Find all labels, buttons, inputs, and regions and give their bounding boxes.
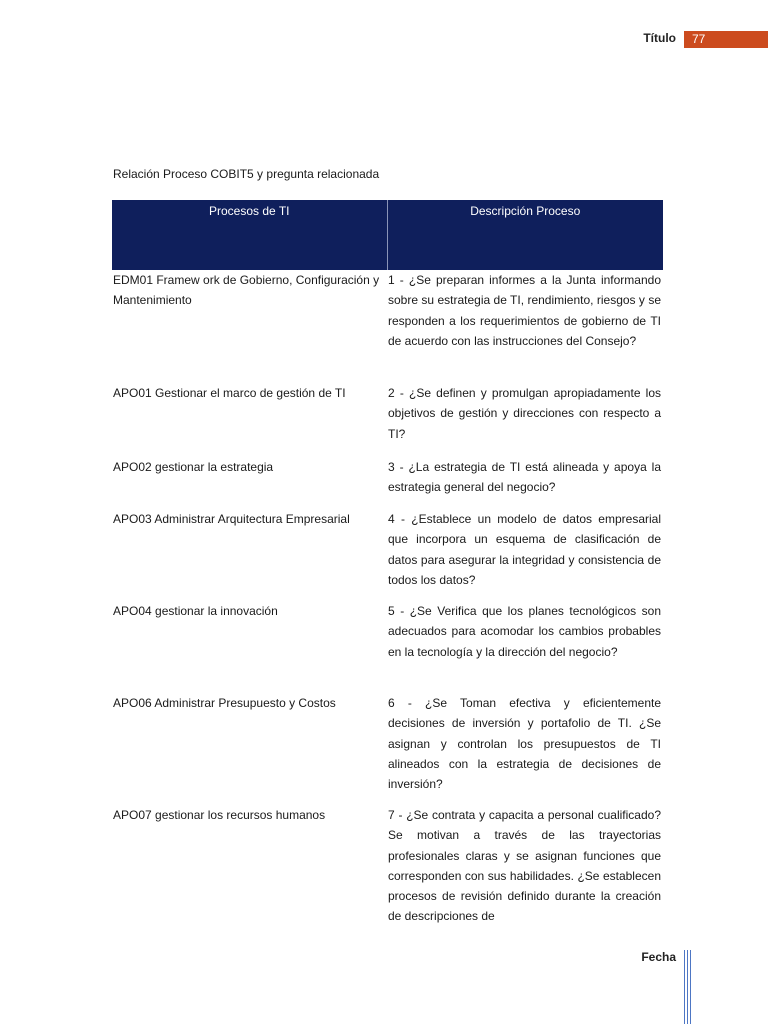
description-cell: 6 - ¿Se Toman efectiva y eficientemente decisiones de inversión y portafolio de TI. ¿Se asignan y controlan los presupuestos de TI alineados con la estrategia de decisiones de inversión? [388,696,661,792]
table-row [112,693,663,805]
column-header-processes: Procesos de TI [112,200,387,270]
process-cell: APO04 gestionar la innovación [113,604,278,618]
table-row [112,509,663,601]
process-table [112,200,663,927]
process-cell: EDM01 Framew ork de Gobierno, Configuración y Mantenimiento [113,273,380,308]
table-row [112,805,663,927]
page-number-badge: 77 [684,31,768,48]
process-cell: APO02 gestionar la estrategia [113,460,274,474]
table-row [112,383,663,457]
process-cell: APO01 Gestionar el marco de gestión de TI [113,386,346,400]
footer-divider [690,950,691,1024]
process-cell: APO06 Administrar Presupuesto y Costos [113,696,336,710]
header-title: Título [643,31,676,45]
column-header-description: Descripción Proceso [387,200,663,270]
table-header-row [112,200,663,270]
footer-divider [687,950,688,1024]
description-cell: 7 - ¿Se contrata y capacita a personal cualificado? Se motivan a través de las trayectorias profesionales claras y se asignan funciones que corresponden con sus habilidades. ¿Se establecen procesos de revisión definido durante la creación de descripciones de [388,808,661,924]
description-cell: 4 - ¿Establece un modelo de datos empresarial que incorpora un esquema de clasificación de datos para asegurar la integridad y consistencia de todos los datos? [388,512,661,587]
description-cell: 1 - ¿Se preparan informes a la Junta informando sobre su estrategia de TI, rendimiento, riesgos y se responden a los requerimientos de gobierno de TI de acuerdo con las instrucciones del Consejo? [388,273,661,348]
table-row [112,270,663,383]
description-cell: 5 - ¿Se Verifica que los planes tecnológicos son adecuados para acomodar los cambios probables en la tecnología y la dirección del negocio? [388,604,661,659]
description-cell: 3 - ¿La estrategia de TI está alineada y apoya la estrategia general del negocio? [388,460,661,495]
footer-date-label: Fecha [641,950,676,964]
process-cell: APO07 gestionar los recursos humanos [113,808,326,822]
table-row [112,601,663,693]
description-cell: 2 - ¿Se definen y promulgan apropiadamente los objetivos de gestión y direcciones con respecto a TI? [388,386,661,441]
table-caption: Relación Proceso COBIT5 y pregunta relacionada [113,167,380,181]
footer-divider [684,950,685,1024]
table-row [112,457,663,509]
process-cell: APO03 Administrar Arquitectura Empresarial [113,512,350,526]
